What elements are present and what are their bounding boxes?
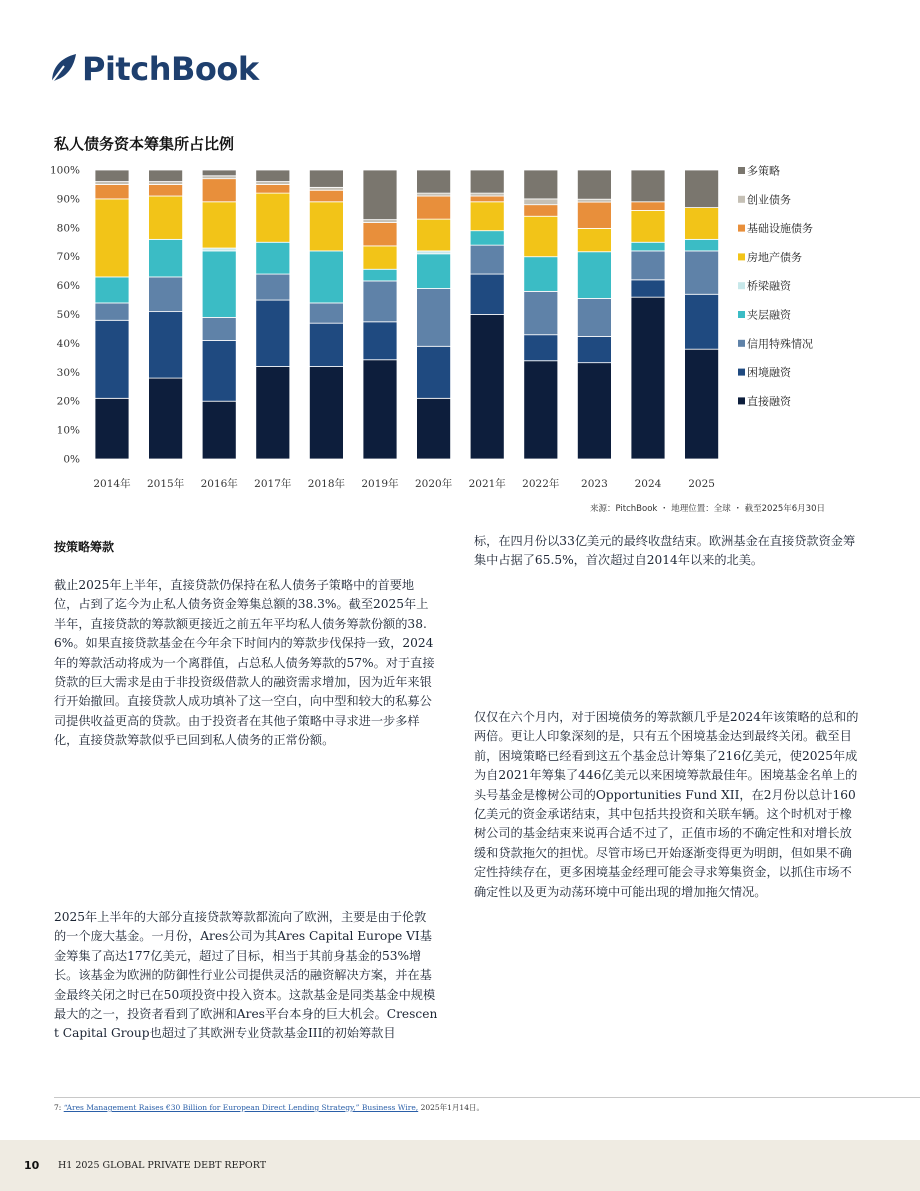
bar-segment — [95, 199, 129, 277]
bar-segment — [577, 228, 611, 251]
bar-segment — [363, 246, 397, 269]
bar-segment — [256, 184, 290, 193]
body-paragraph-3: 标，在四月份以33亿美元的最终收盘结束。欧洲基金在直接贷款资金筹集中占据了65.5%，首次超过自2014年以来的北美。 — [474, 534, 856, 568]
bar-segment — [202, 202, 236, 248]
bar-segment — [417, 193, 451, 196]
bar-segment — [631, 251, 665, 280]
bar-segment — [95, 170, 129, 182]
bar-segment — [577, 363, 611, 459]
x-tick-label: 2020年 — [414, 478, 453, 490]
legend-label: 房地产债务 — [747, 250, 802, 264]
footnote-divider — [54, 1097, 920, 1098]
bar-segment — [202, 176, 236, 179]
bar-segment — [577, 199, 611, 202]
bar-segment — [685, 239, 719, 251]
bar-segment — [256, 367, 290, 459]
bar-segment — [524, 216, 558, 256]
x-tick-label: 2015年 — [146, 478, 185, 490]
bar-segment — [685, 294, 719, 349]
bar-segment — [363, 360, 397, 459]
y-tick-label: 20% — [56, 395, 80, 408]
x-tick-label: 2025 — [688, 478, 715, 490]
bar-segment — [577, 252, 611, 299]
bar-segment — [256, 274, 290, 300]
legend-swatch — [738, 225, 745, 232]
bar-segment — [631, 242, 665, 251]
bar-segment — [631, 170, 665, 202]
report-name: H1 2025 GLOBAL PRIVATE DEBT REPORT — [58, 1160, 267, 1171]
x-tick-label: 2018年 — [307, 478, 346, 490]
stacked-bar-chart — [0, 158, 920, 498]
section-heading: 按策略筹款 — [54, 540, 115, 554]
bar-segment — [417, 346, 451, 398]
bar-segment — [470, 315, 504, 460]
bar-segment — [685, 208, 719, 240]
legend-label: 多策略 — [747, 164, 780, 178]
bar-segment — [202, 179, 236, 202]
bar-segment — [363, 322, 397, 360]
y-tick-label: 50% — [56, 309, 80, 321]
legend-swatch — [738, 397, 745, 404]
bar-segment — [417, 398, 451, 459]
bar-segment — [470, 196, 504, 202]
chart-source: 来源：PitchBook ・ 地理位置：全球 ・ 截至2025年6月30日 — [589, 504, 825, 514]
x-tick-label: 2021年 — [468, 478, 506, 490]
x-tick-label: 2022年 — [522, 478, 560, 490]
bar-segment — [524, 335, 558, 361]
bar-segment — [631, 280, 665, 297]
bar-segment — [417, 196, 451, 219]
bar-segment — [577, 336, 611, 362]
bar-segment — [149, 184, 183, 196]
bar-segment — [470, 193, 504, 196]
legend-swatch — [738, 311, 745, 318]
bar-segment — [631, 202, 665, 211]
legend-swatch — [738, 253, 745, 260]
bar-segment — [309, 190, 343, 202]
y-tick-label: 80% — [56, 222, 80, 235]
y-tick-label: 70% — [56, 251, 80, 264]
bar-segment — [417, 219, 451, 251]
legend-label: 桥梁融资 — [747, 279, 791, 293]
bar-segment — [202, 251, 236, 317]
legend-label: 直接融资 — [747, 394, 791, 408]
bar-segment — [577, 170, 611, 199]
pitchbook-leaf-icon — [48, 52, 78, 86]
bar-segment — [149, 170, 183, 182]
bar-segment — [363, 269, 397, 281]
y-tick-label: 60% — [56, 280, 80, 293]
x-tick-label: 2019年 — [361, 478, 399, 490]
bar-segment — [256, 300, 290, 366]
bar-segment — [685, 349, 719, 459]
bar-segment — [309, 251, 343, 303]
bar-segment — [309, 187, 343, 190]
body-paragraph-1: 截止2025年上半年，直接贷款仍保持在私人债务子策略中的首要地位，占到了迄今为止私人债务资金筹集总额的38.3%。截至2025年上半年，直接贷款的筹款额更接近之前五年平均私人债务筹款份额的38.6%。如果直接贷款基金在今年余下时间内的筹款步伐保持一致，2024年的筹款活动将成为一个离群值，占总私人债务筹款的57%。对于直接贷款的巨大需求是由于非投资级借款人的融资需求增加，因为近年来银行开始撤回。直接贷款人成功填补了这一空白，向中型和较大的私募公司提供收益更高的贷款。由于投资者在其他子策略中寻求进一步多样化，直接贷款筹款似乎已回到私人债务的正常份额。 — [54, 578, 435, 748]
y-tick-label: 100% — [49, 164, 80, 177]
bar-segment — [417, 254, 451, 289]
y-tick-label: 40% — [56, 337, 80, 350]
pitchbook-logo — [48, 50, 259, 88]
bar-segment — [417, 251, 451, 254]
bar-segment — [309, 170, 343, 187]
bar-segment — [202, 317, 236, 340]
bar-segment — [631, 297, 665, 459]
bar-segment — [256, 170, 290, 182]
legend-swatch — [738, 369, 745, 376]
bar-segment — [524, 361, 558, 459]
bar-segment — [95, 303, 129, 320]
y-tick-label: 10% — [56, 424, 80, 437]
legend-swatch — [738, 282, 745, 289]
body-paragraph-4: 仅仅在六个月内，对于困境债务的筹款额几乎是2024年该策略的总和的两倍。更让人印象深刻的是，只有五个困境基金达到最终关闭。截至目前，困境策略已经看到这五个基金总计筹集了216亿美元，使2025年成为自2021年筹集了446亿美元以来困境筹款最佳年。困境基金名单上的头号基金是橡树公司的Opportunities Fund XII，在2月份以总计160亿美元的资金承诺结束，其中包括共投资和关联车辆。这个时机对于橡树公司的基金结束来说再合适不过了，正值市场的不确定性和对增长放缓和贷款拖欠的担忧。尽管市场已开始逐渐变得更为明朗，但如果不确定性持续存在，更多困境基金经理可能会寻求筹集资金，以抓住市场不确定性以及更为动荡环境中可能出现的增加拖欠情况。 — [474, 710, 859, 899]
bar-segment — [149, 196, 183, 239]
bar-segment — [309, 323, 343, 366]
legend-label: 信用特殊情况 — [747, 337, 813, 351]
bar-segment — [256, 182, 290, 185]
bar-segment — [524, 199, 558, 205]
x-tick-label: 2014年 — [93, 478, 131, 490]
bar-segment — [95, 398, 129, 459]
footnote — [54, 1102, 484, 1113]
bar-segment — [577, 298, 611, 336]
bar-segment — [363, 223, 397, 246]
bar-segment — [202, 170, 236, 176]
footnote-link[interactable]: “Ares Management Raises €30 Billion for European Direct Lending Strategy,” Business Wire, — [63, 1103, 419, 1112]
x-tick-label: 2023 — [581, 478, 608, 490]
bar-segment — [470, 245, 504, 274]
x-tick-label: 2017年 — [254, 478, 292, 490]
footnote-number: 7: — [54, 1103, 62, 1112]
bar-segment — [202, 341, 236, 402]
bar-segment — [470, 202, 504, 231]
bar-segment — [202, 401, 236, 459]
bar-segment — [363, 170, 397, 220]
bar-segment — [149, 239, 183, 277]
legend-label: 创业债务 — [747, 193, 791, 207]
bar-segment — [95, 277, 129, 303]
bar-segment — [417, 288, 451, 346]
footnote-date: 2025年1月14日。 — [420, 1103, 484, 1112]
body-paragraph-2: 2025年上半年的大部分直接贷款筹款都流向了欧洲，主要是由于伦敦的一个庞大基金。一月份，Ares公司为其Ares Capital Europe VI基金筹集了高达177亿美元，超过了目标，相当于其前身基金的53%增长。该基金为欧洲的防御性行业公司提供灵活的融资解决方案，并在基金最终关闭之时已在50项投资中投入资本。这款基金是同类基金中规模最大的之一，投资者看到了欧洲和Ares平台本身的巨大机会。Crescent Capital Group也超过了其欧洲专业贷款基金III的初始筹款目 — [54, 910, 438, 1041]
bar-segment — [685, 170, 719, 208]
bar-segment — [256, 193, 290, 242]
x-tick-label: 2016年 — [200, 478, 238, 490]
bar-segment — [524, 170, 558, 199]
legend-swatch — [738, 340, 745, 347]
brand-name: PitchBook — [82, 50, 259, 88]
bar-segment — [685, 251, 719, 294]
legend-label: 夹层融资 — [747, 308, 791, 322]
bar-segment — [470, 170, 504, 193]
bar-segment — [95, 182, 129, 185]
x-tick-label: 2024 — [634, 478, 662, 490]
chart-title: 私人债务资本筹集所占比例 — [54, 135, 235, 153]
bar-segment — [524, 205, 558, 217]
y-tick-label: 0% — [63, 453, 80, 466]
bar-segment — [95, 320, 129, 398]
bar-segment — [524, 291, 558, 334]
bar-segment — [363, 220, 397, 223]
bar-segment — [363, 281, 397, 322]
bar-segment — [470, 231, 504, 245]
bar-segment — [524, 257, 558, 292]
bar-segment — [470, 274, 504, 314]
legend-label: 困境融资 — [747, 366, 791, 380]
y-tick-label: 90% — [56, 193, 80, 206]
legend-label: 基础设施债务 — [747, 222, 813, 236]
legend-swatch — [738, 196, 745, 203]
bar-segment — [577, 202, 611, 228]
bar-segment — [149, 277, 183, 312]
bar-segment — [149, 182, 183, 185]
bar-segment — [202, 248, 236, 251]
bar-segment — [309, 303, 343, 323]
legend-swatch — [738, 167, 745, 174]
y-tick-label: 30% — [56, 366, 80, 379]
bar-segment — [149, 312, 183, 378]
bar-segment — [309, 202, 343, 251]
bar-segment — [631, 210, 665, 242]
page-number: 10 — [24, 1159, 40, 1172]
bar-segment — [95, 184, 129, 198]
bar-segment — [309, 367, 343, 459]
page-footer — [0, 1140, 920, 1191]
bar-segment — [417, 170, 451, 193]
bar-segment — [149, 378, 183, 459]
bar-segment — [256, 242, 290, 274]
